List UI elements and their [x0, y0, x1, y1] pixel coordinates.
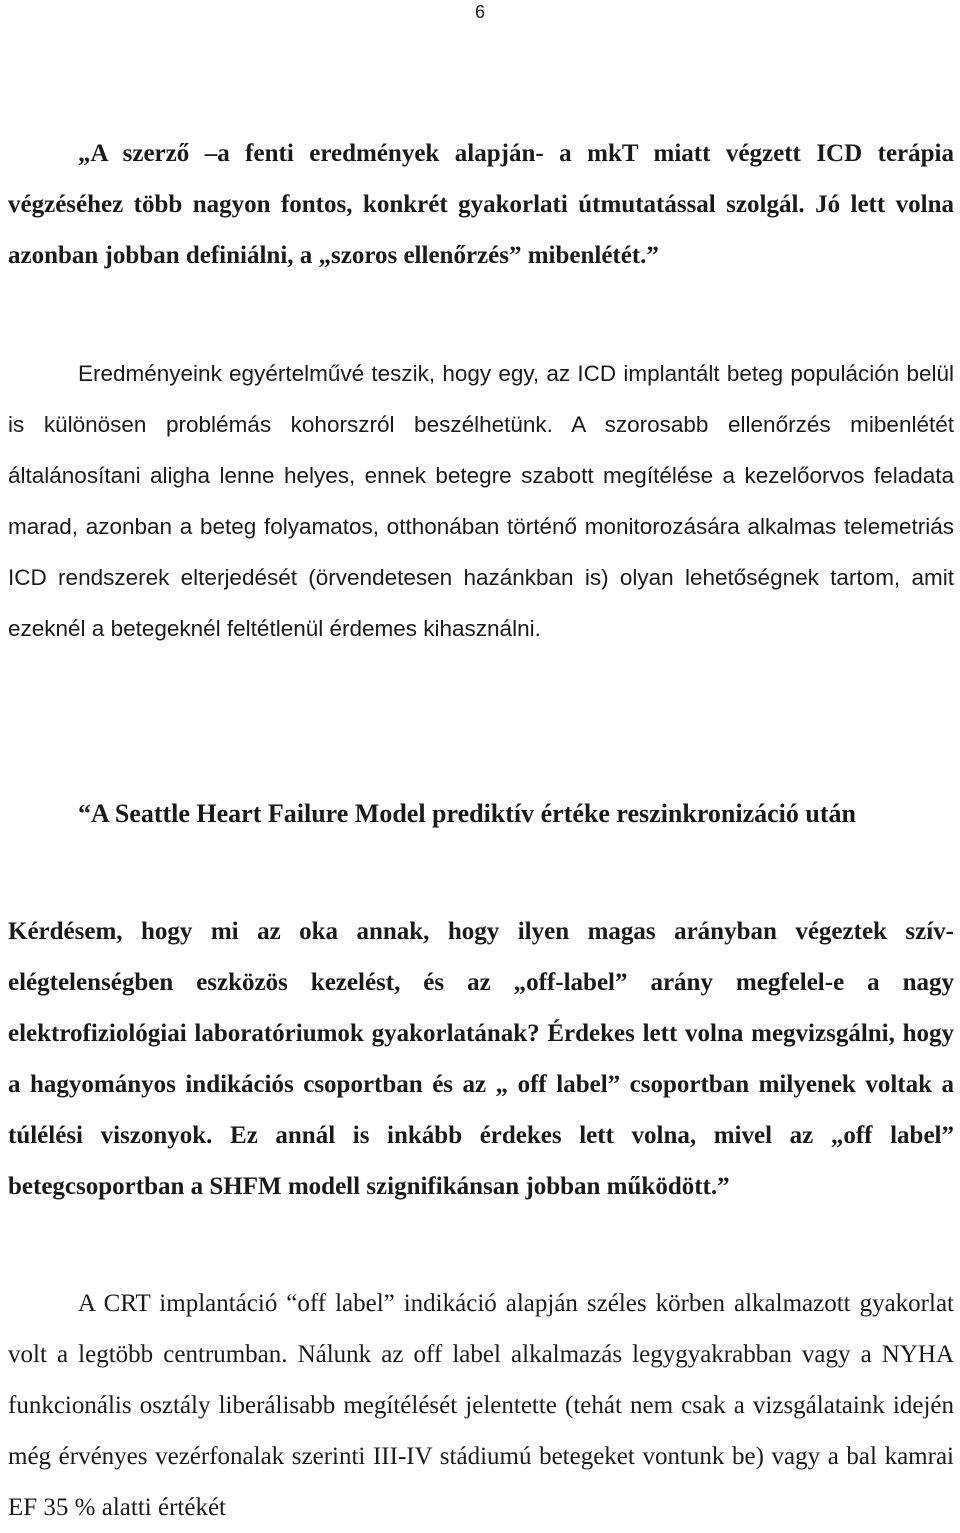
- reviewer-quote-2: Kérdésem, hogy mi az oka annak, hogy ilyen magas arányban végeztek szívelégtelenségben eszközös kezelést, és az „off-label” arány megfelel-e a nagy elektrofiziológiai laboratóriumok gyakorlatának? Érdekes lett volna megvizsgálni, hogy a hagyományos indikációs csoportban és az „ off label” csoportban milyenek voltak a túlélési viszonyok. Ez annál is inkább érdekes lett volna, mivel az „off label” betegcsoportban a SHFM modell szignifikánsan jobban működött.”: [8, 918, 954, 1200]
- reviewer-quote-1: „A szerző –a fenti eredmények alapján- a mkT miatt végzett ICD terápia végzéséhez több nagyon fontos, konkrét gyakorlati útmutatással szolgál. Jó lett volna azonban jobban definiálni, a „szoros ellenőrzés” mibenlétét.”: [8, 140, 954, 269]
- author-response-1: Eredményeink egyértelművé teszik, hogy egy, az ICD implantált beteg populáción belül is különösen problémás kohorszról beszélhetünk. A szorosabb ellenőrzés mibenlétét általánosítani aligha lenne helyes, ennek betegre szabott megítélése a kezelőorvos feladata marad, azonban a beteg folyamatos, otthonában történő monitorozására alkalmas telemetriás ICD rendszerek elterjedését (örvendetesen hazánkban is) olyan lehetőségnek tartom, amit ezeknél a betegeknél feltétlenül érdemes kihasználni.: [8, 361, 954, 641]
- page-number: 6: [474, 2, 485, 22]
- section-heading: “A Seattle Heart Failure Model prediktív értéke reszinkronizáció után: [78, 799, 856, 828]
- author-response-2: A CRT implantáció “off label” indikáció alapján széles körben alkalmazott gyakorlat volt a legtöbb centrumban. Nálunk az off label alkalmazás legygyakrabban vagy a NYHA funkcionális osztály liberálisabb megítélését jelentette (tehát nem csak a vizsgálataink idején még érvényes vezérfonalak szerinti III-IV stádiumú betegeket vontunk be) vagy a bal kamrai EF 35 % alatti értékét: [8, 1290, 954, 1521]
